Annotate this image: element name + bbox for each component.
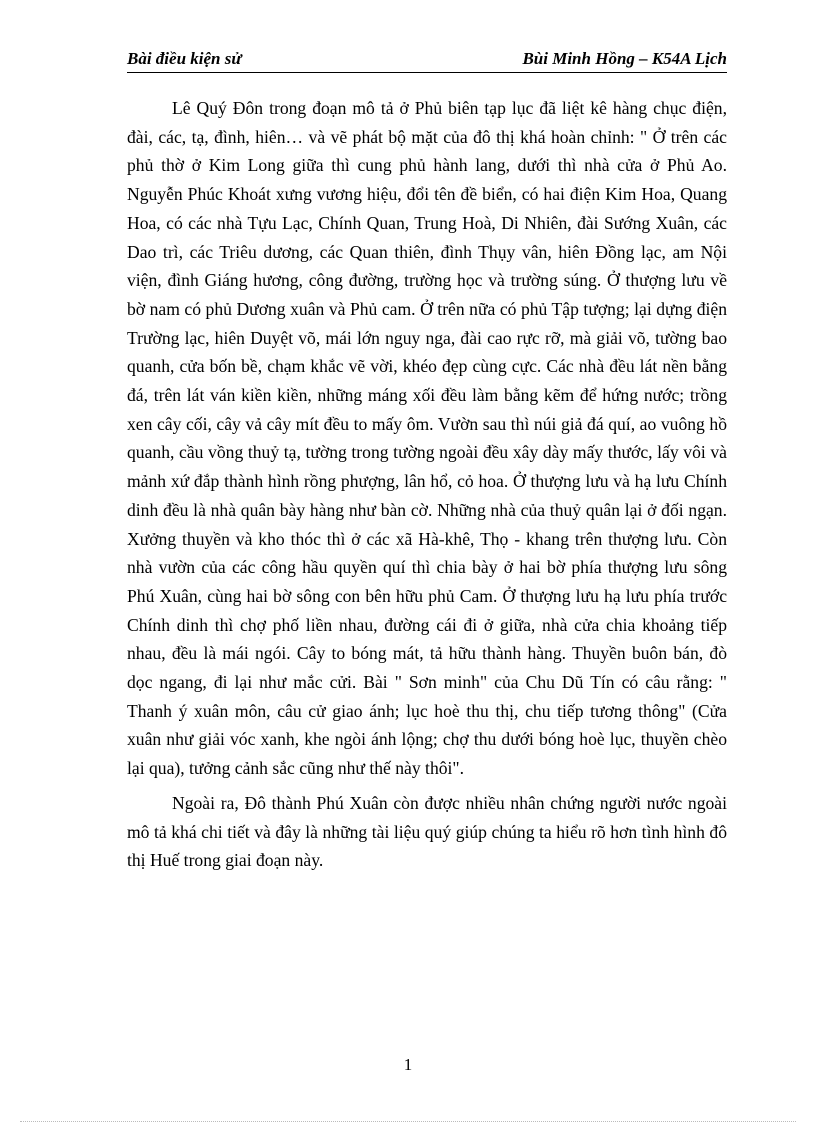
document-body [127,94,727,875]
header-right-text: Bùi Minh Hồng – K54A Lịch [522,49,727,68]
page-number: 1 [403,1055,413,1074]
header-left-text: Bài điều kiện sử [127,49,242,68]
paragraph-2: Ngoài ra, Đô thành Phú Xuân còn được nhiều nhân chứng người nước ngoài mô tả khá chi tiết và đây là những tài liệu quý giúp chúng ta hiểu rõ hơn tình hình đô thị Huế trong giai đoạn này. [127,792,727,871]
page-bottom-divider [20,1121,796,1122]
page-header [127,48,727,92]
paragraph-1: Lê Quý Đôn trong đoạn mô tả ở Phủ biên tạp lục đã liệt kê hàng chục điện, đài, các, tạ, đình, hiên… và vẽ phát bộ mặt của đô thị khá hoàn chỉnh: " Ở trên các phủ thờ ở Kim Long giữa thì cung phủ hành lang, dưới thì nhà cửa ở Phủ Ao. Nguyễn Phúc Khoát xưng vương hiệu, đổi tên đề biển, có hai điện Kim Hoa, Quang Hoa, có các nhà Tựu Lạc, Chính Quan, Trung Hoà, Di Nhiên, đài Sướng Xuân, các Dao trì, các Triêu dương, các Quan thiên, đình Thụy vân, hiên Đồng lạc, am Nội viện, đình Giáng hương, công đường, trường học và trường súng. Ở thượng lưu về bờ nam có phủ Dương xuân và Phủ cam. Ở trên nữa có phủ Tập tượng; lại dựng điện Trường lạc, hiên Duyệt võ, mái lớn nguy nga, đài cao rực rỡ, mà giải võ, tường bao quanh, cửa bốn bề, chạm khắc vẽ vời, khéo đẹp cùng cực. Các nhà đều lát nền bằng đá, trên lát ván kiền kiền, những máng xối đều làm bằng kẽm để hứng nước; trồng xen cây cối, cây vả cây mít đều to mấy ôm. Vườn sau thì núi giả đá quí, ao vuông hồ quanh, cầu vồng thuỷ tạ, tường trong tường ngoài đều xây dày mấy thước, lấy vôi và mảnh xứ đắp thành hình rồng phượng, lân hổ, cỏ hoa. Ở thượng lưu và hạ lưu Chính dinh đều là nhà quân bày hàng như bàn cờ. Những nhà của thuỷ quân lại ở đối ngạn. Xưởng thuyền và kho thóc thì ở các xã Hà-khê, Thọ - khang trên thượng lưu. Còn nhà vườn của các công hầu quyền quí thì chia bày ở hai bờ phía thượng lưu sông Phú Xuân, cùng hai bờ sông con bên hữu phủ Cam. Ở thượng lưu hạ lưu phía trước Chính dinh thì chợ phố liền nhau, đường cái đi ở giữa, nhà cửa chia khoảng tiếp nhau, đều là mái ngói. Cây to bóng mát, tả hữu thành hàng. Thuyền buôn bán, đò dọc ngang, đi lại như mắc cửi. Bài " Sơn minh" của Chu Dũ Tín có câu rằng: " Thanh ý xuân môn, câu cử giao ánh; lục hoè thu thị, chu tiếp tương thông" (Cửa xuân như giải vóc xanh, khe ngòi ánh lộng; chợ thu dưới bóng hoè lục, thuyền chèo lại qua), tưởng cảnh sắc cũng như thế này thôi". [127,98,727,779]
header-divider [127,72,727,73]
